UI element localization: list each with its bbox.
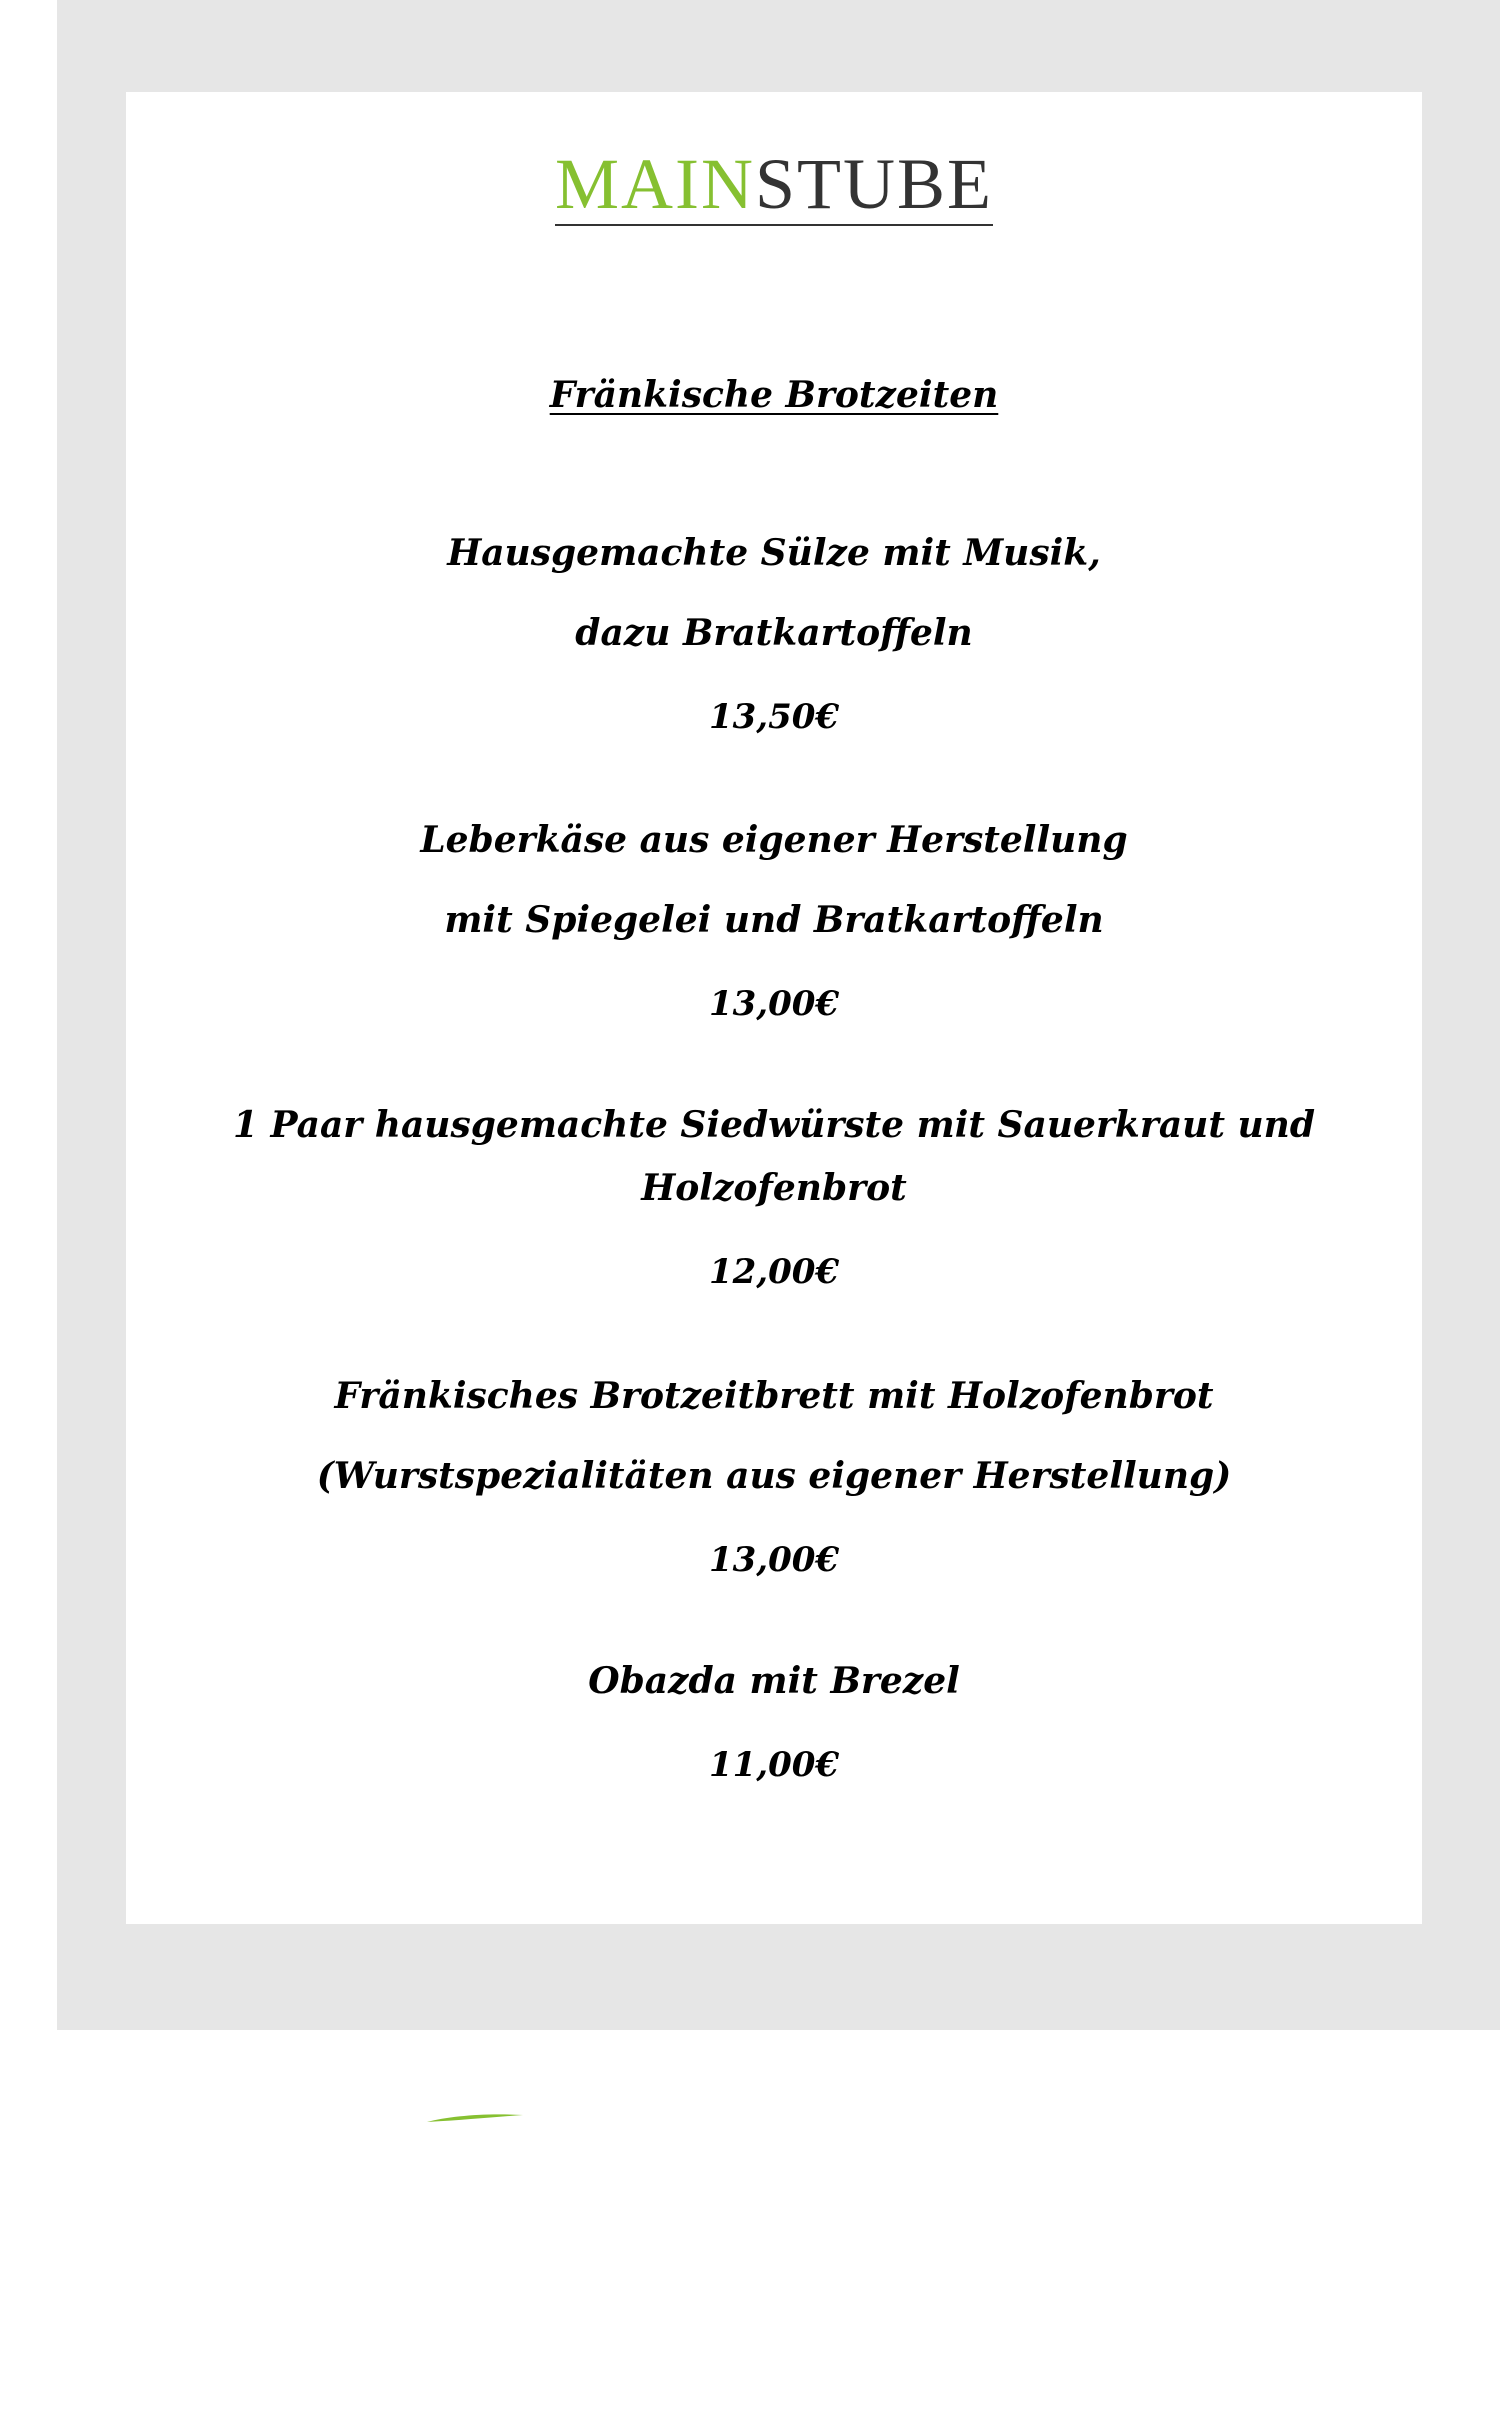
menu-item-4-line-1: Fränkisches Brotzeitbrett mit Holzofenbrot	[334, 1375, 1214, 1417]
section-title: Fränkische Brotzeiten	[549, 374, 999, 416]
menu-item-4-line-2: (Wurstspezialitäten aus eigener Herstellung)	[316, 1455, 1232, 1497]
menu-item-2-line-1: Leberkäse aus eigener Herstellung	[420, 819, 1128, 861]
menu-item-2-price: 13,00€	[708, 984, 840, 1024]
menu-item-5-line-1: Obazda mit Brezel	[588, 1660, 960, 1702]
menu-card	[126, 92, 1422, 1924]
green-brush-stroke-icon	[425, 2112, 525, 2124]
menu-item-4-price: 13,00€	[708, 1540, 840, 1580]
menu-item-1-line-1: Hausgemachte Sülze mit Musik,	[447, 532, 1101, 574]
menu-item-2-line-2: mit Spiegelei und Bratkartoffeln	[444, 899, 1104, 941]
brand-part-stube: STUBE	[754, 144, 994, 224]
menu-item-5-price: 11,00€	[708, 1745, 840, 1785]
menu-item-1-price: 13,50€	[708, 697, 840, 737]
menu-item-1-line-2: dazu Bratkartoffeln	[575, 612, 973, 654]
menu-item-3-line-1: 1 Paar hausgemachte Siedwürste mit Sauerkraut und	[232, 1104, 1316, 1146]
brand-logo	[126, 144, 1422, 226]
menu-item-3-line-2: Holzofenbrot	[641, 1167, 907, 1209]
brand-part-main: MAIN	[554, 144, 755, 224]
brand-wordmark	[554, 144, 994, 226]
menu-item-3-price: 12,00€	[708, 1252, 840, 1292]
